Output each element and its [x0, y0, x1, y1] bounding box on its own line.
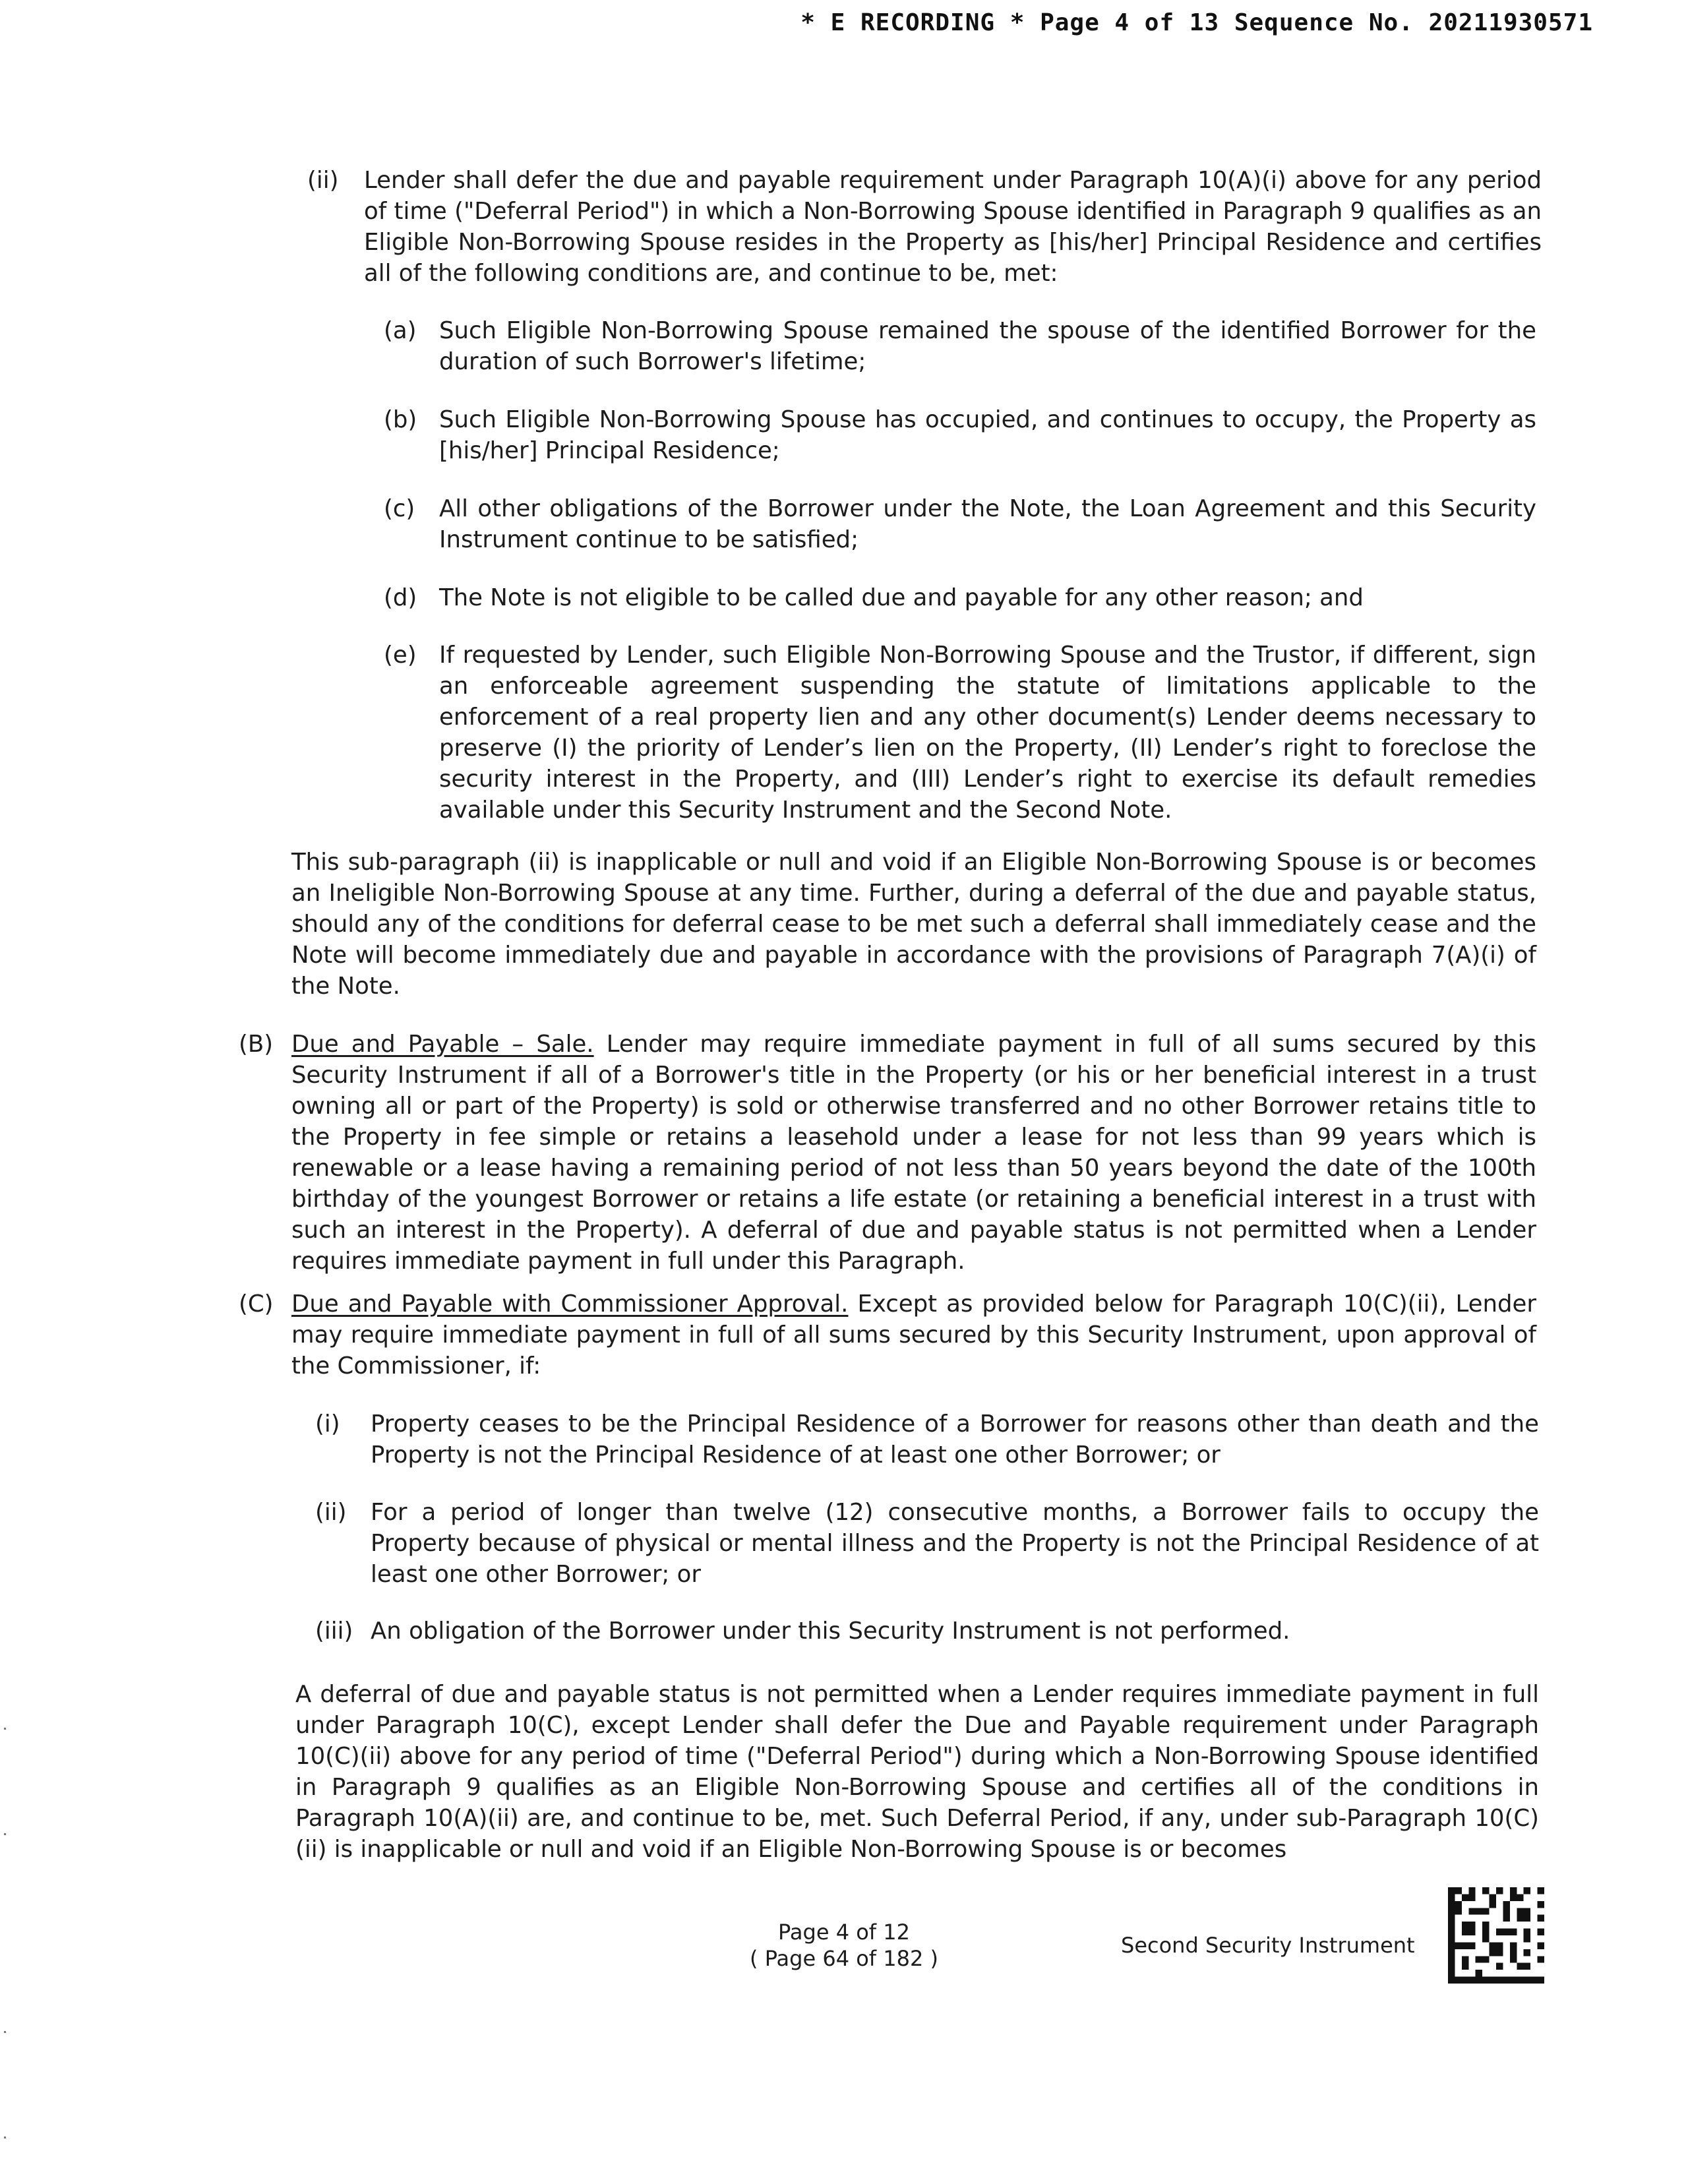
condition-c	[384, 493, 1536, 555]
condition-text: Such Eligible Non-Borrowing Spouse remained the spouse of the identified Borrower for the duration of such Borrower's lifetime;	[439, 317, 1536, 375]
c-item-label: (iii)	[315, 1618, 353, 1645]
condition-b	[384, 404, 1536, 466]
condition-label: (c)	[384, 495, 415, 522]
paragraph-b-body	[291, 1029, 1536, 1277]
condition-text: The Note is not eligible to be called due and payable for any other reason; and	[439, 584, 1364, 611]
c-item-text: Property ceases to be the Principal Residence of a Borrower for reasons other than death and the Property is not the Principal Residence of at least one other Borrower; or	[371, 1410, 1539, 1469]
paragraph-c-text: Except as provided below for Paragraph 10(C)(ii), Lender may require immediate payment in full of all sums secured by this Security Instrument, upon approval of the Commissioner, if:	[291, 1290, 1536, 1380]
subparagraph-ii-note: This sub-paragraph (ii) is inapplicable or null and void if an Eligible Non-Borrowing Spouse is or becomes an Ineligible Non-Borrowing Spouse at any time. Further, during a deferral of the due and payable status, should any of the conditions for deferral cease to be met such a deferral shall immediately cease and the Note will become immediately due and payable in accordance with the provisions of Paragraph 7(A)(i) of the Note.	[291, 849, 1536, 1000]
c-item-i	[315, 1409, 1539, 1471]
c-item-label: (ii)	[315, 1499, 347, 1526]
c-item-ii	[315, 1497, 1539, 1590]
subparagraph-ii-text: Lender shall defer the due and payable requirement under Paragraph 10(A)(i) above for any period of time ("Deferral Period") in which a Non-Borrowing Spouse identified in Paragraph 9 qualifies as an Eligible Non-Borrowing Spouse resides in the Property as [his/her] Principal Residence and certifies all of the following conditions are, and continue to be, met:	[364, 167, 1542, 287]
footer-document-title: Second Security Instrument	[1121, 1933, 1415, 1958]
paragraph-b-text: Lender may require immediate payment in full of all sums secured by this Security Instrument if all of a Borrower's title in the Property (or his or her beneficial interest in a trust owning all or part of the Property) is sold or otherwise transferred and no other Borrower retains title to the Property in fee simple or retains a leasehold under a lease for not less than 99 years which is renewable or a lease having a remaining period of not less than 50 years beyond the date of the 100th birthday of the youngest Borrower or retains a life estate (or retaining a beneficial interest in a trust with such an interest in the Property). A deferral of due and payable status is not permitted when a Lender requires immediate payment in full under this Paragraph.	[291, 1031, 1536, 1275]
subparagraph-ii	[307, 165, 1542, 289]
condition-text: If requested by Lender, such Eligible Non-Borrowing Spouse and the Trustor, if different, sign an enforceable agreement suspending the statute of limitations applicable to the enforcement of a real property lien and any other document(s) Lender deems necessary to preserve (I) the priority of Lender’s lien on the Property, (II) Lender’s right to foreclose the security interest in the Property, and (III) Lender’s right to exercise its default remedies available under this Security Instrument and the Second Note.	[439, 642, 1536, 824]
condition-text: Such Eligible Non-Borrowing Spouse has occupied, and continues to occupy, the Property as [his/her] Principal Residence;	[439, 406, 1536, 464]
condition-label: (d)	[384, 584, 417, 611]
c-item-label: (i)	[315, 1410, 340, 1438]
footer-page-overall: ( Page 64 of 182 )	[750, 1946, 938, 1971]
paragraph-c-note: A deferral of due and payable status is not permitted when a Lender requires immediate payment in full under Paragraph 10(C), except Lender shall defer the Due and Payable requirement under Paragraph 10(C)(ii) above for any period of time ("Deferral Period") during which a Non-Borrowing Spouse identified in Paragraph 9 qualifies as an Eligible Non-Borrowing Spouse and certifies all of the conditions in Paragraph 10(A)(ii) are, and continue to be, met. Such Deferral Period, if any, under sub-Paragraph 10(C)(ii) is inapplicable or null and void if an Eligible Non-Borrowing Spouse is or becomes	[295, 1681, 1539, 1863]
condition-e	[384, 640, 1536, 826]
datamatrix-barcode-icon	[1448, 1887, 1544, 1984]
condition-d	[384, 582, 1536, 613]
c-item-iii	[315, 1616, 1539, 1647]
scan-artifact	[4, 1728, 6, 1730]
condition-label: (e)	[384, 642, 417, 669]
c-item-text: For a period of longer than twelve (12) consecutive months, a Borrower fails to occupy the Property because of physical or mental illness and the Property is not the Principal Residence of at least one other Borrower; or	[371, 1499, 1539, 1588]
scan-artifact	[4, 2031, 6, 2033]
subparagraph-ii-label: (ii)	[307, 167, 339, 194]
scan-artifact	[4, 2137, 6, 2138]
footer-page-number	[692, 1919, 996, 1972]
paragraph-c-heading: Due and Payable with Commissioner Approval.	[291, 1290, 849, 1318]
paragraph-c-label: (C)	[239, 1290, 274, 1318]
condition-a	[384, 315, 1536, 377]
paragraph-c-body	[291, 1289, 1536, 1381]
c-item-text: An obligation of the Borrower under this Security Instrument is not performed.	[371, 1618, 1290, 1645]
scan-artifact	[4, 1833, 6, 1835]
paragraph-b-label: (B)	[239, 1031, 274, 1058]
condition-label: (a)	[384, 317, 417, 344]
condition-label: (b)	[384, 406, 417, 433]
paragraph-b	[239, 1029, 1536, 1277]
paragraph-c	[239, 1289, 1536, 1381]
paragraph-b-heading: Due and Payable – Sale.	[291, 1031, 594, 1058]
condition-text: All other obligations of the Borrower under the Note, the Loan Agreement and this Security Instrument continue to be satisfied;	[439, 495, 1536, 553]
footer-page: Page 4 of 12	[778, 1920, 910, 1945]
recording-header: * E RECORDING * Page 4 of 13 Sequence No. 20211930571	[800, 9, 1593, 36]
